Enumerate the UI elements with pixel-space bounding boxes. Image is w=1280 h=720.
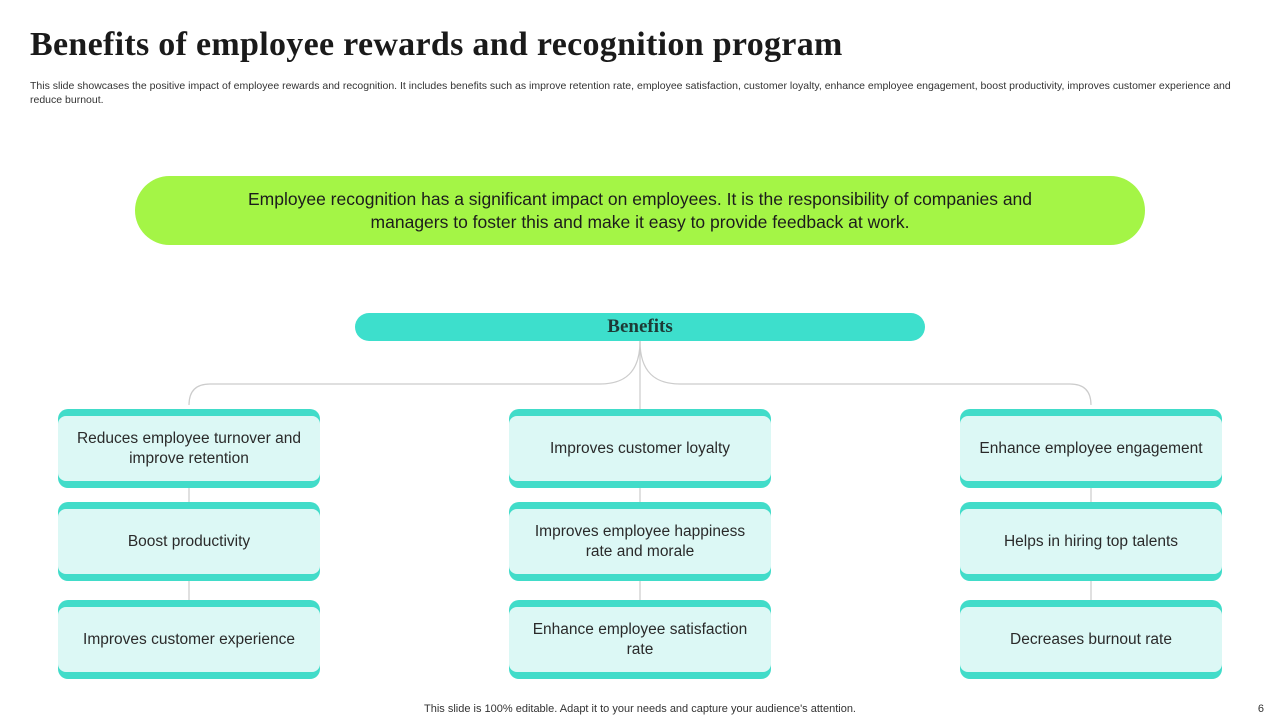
connector-left: [189, 341, 640, 405]
benefit-text: Decreases burnout rate: [1010, 630, 1172, 648]
benefit-card: [960, 502, 1222, 581]
benefit-text: Improves customer experience: [83, 630, 295, 648]
benefit-text: Improves customer loyalty: [549, 439, 731, 457]
benefit-text: Enhance employee engagement: [979, 439, 1203, 457]
benefit-card: [509, 409, 771, 488]
slide-subtitle: This slide showcases the positive impact of employee rewards and recognition. It includes benefits such as improve retention rate, employee satisfaction, customer loyalty, enhance employee engagement, boost productivity, improves customer experience and reduce burnout.: [30, 80, 1231, 106]
benefits-root-node: [355, 313, 925, 341]
connector-right: [640, 341, 1091, 405]
benefit-card: [58, 502, 320, 581]
key-message-text: Employee recognition has a significant impact on employees. It is the responsibility of companies and managers to foster this and make it easy to provide feedback at work.: [247, 188, 1033, 232]
benefit-text: Enhance employee satisfaction rate: [532, 621, 748, 658]
page-number: 6: [1257, 703, 1264, 715]
benefit-text: Boost productivity: [127, 532, 251, 550]
benefit-card: [509, 502, 771, 581]
benefit-card: [58, 409, 320, 488]
benefit-card: [960, 409, 1222, 488]
benefit-card: [58, 600, 320, 679]
benefit-text: Reduces employee turnover and improve retention: [76, 430, 302, 467]
benefit-card: [509, 600, 771, 679]
benefit-text: Improves employee happiness rate and morale: [534, 523, 746, 560]
footer-note: This slide is 100% editable. Adapt it to your needs and capture your audience's attention.: [424, 703, 856, 715]
slide-title: Benefits of employee rewards and recognition program: [30, 26, 843, 63]
benefit-text: Helps in hiring top talents: [1003, 532, 1179, 550]
benefit-card: [960, 600, 1222, 679]
benefits-root-label: Benefits: [607, 316, 673, 337]
